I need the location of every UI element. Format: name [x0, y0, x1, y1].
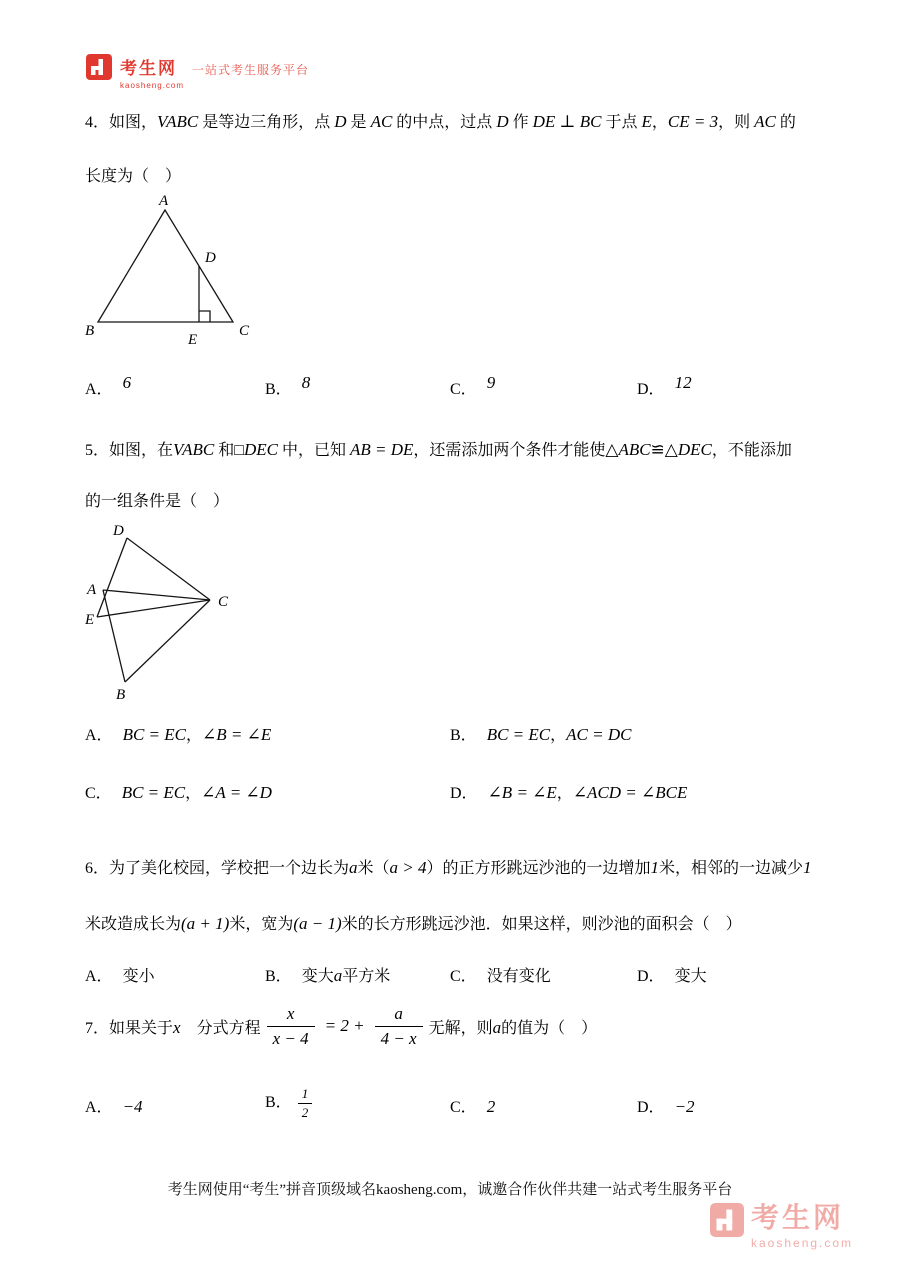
text-run: 和: [214, 442, 235, 459]
question-4-line-1: [85, 110, 796, 135]
text-run: a > 4: [389, 858, 427, 877]
segment-bc: [125, 600, 210, 682]
q7-text-after: [429, 1015, 598, 1038]
text-run: 平方米: [342, 968, 391, 985]
text-run: DEC: [243, 440, 278, 459]
question-4-line-2: [85, 165, 181, 189]
q6-option-d: [637, 963, 707, 986]
option-text: [487, 727, 632, 744]
q7-text-before: [85, 1015, 261, 1038]
text-run: 是等边三角形，点: [198, 114, 335, 131]
text-run: a: [349, 858, 358, 877]
text-run: 9: [486, 373, 496, 392]
q4-option-d: [637, 373, 692, 399]
text-run: 米，宽为: [229, 916, 294, 933]
option-label: A．: [85, 1099, 113, 1116]
text-run: BC = EC: [486, 725, 551, 744]
text-run: □: [234, 442, 244, 459]
vertex-label-a: A: [159, 193, 169, 209]
q7-option-c: [450, 1094, 495, 1117]
q5-option-b: [450, 722, 631, 745]
option-text: [487, 968, 551, 985]
option-label: D．: [637, 1099, 665, 1116]
q6-option-b: [265, 963, 390, 986]
site-logo: [86, 54, 309, 90]
text-run: AC: [370, 112, 393, 131]
vertex-label-b: B: [85, 323, 95, 339]
question-6-line-2: [85, 912, 742, 937]
segment-ab: [103, 590, 125, 682]
text-run: 5．如图，在: [85, 442, 174, 459]
q5-option-a: [85, 722, 271, 745]
option-text: [302, 968, 391, 985]
option-label: C．: [85, 785, 112, 802]
option-label: C．: [450, 381, 477, 398]
right-angle-mark: [199, 311, 210, 322]
vertex-label-c: C: [239, 323, 250, 339]
fraction-a-over-4-minus-x: [375, 1004, 423, 1049]
text-run: D: [334, 112, 347, 131]
text-run: ）的正方形跳远沙池的一边增加: [426, 860, 651, 877]
logo-text-block: [120, 54, 184, 90]
text-run: 2: [486, 1097, 496, 1116]
text-run: 的一组条件是（ ）: [85, 493, 230, 510]
text-run: 长度为（ ）: [85, 168, 182, 185]
page-footer-text: 考生网使用“考生”拼音顶级域名kaosheng.com，诚邀合作伙伴共建一站式考生服务平台: [167, 1182, 733, 1198]
text-run: −4: [122, 1097, 143, 1116]
option-text: [123, 727, 272, 744]
option-label: D．: [637, 381, 665, 398]
equation-middle: = 2 +: [324, 1016, 365, 1035]
vertex-label-a: A: [87, 582, 97, 598]
watermark-brand: 考生网: [751, 1202, 845, 1233]
text-run: 变大: [301, 968, 334, 985]
text-run: 的值为（ ）: [501, 1019, 598, 1037]
vertex-label-e: E: [188, 332, 198, 348]
text-run: 没有变化: [486, 968, 551, 985]
option-text: [487, 1099, 496, 1116]
q4-option-b: [265, 373, 311, 399]
option-label: A．: [85, 968, 113, 985]
text-run: ，: [556, 785, 573, 802]
text-run: ，不能添加: [711, 442, 792, 459]
text-run: 6．为了美化校园，学校把一个边长为: [85, 860, 350, 877]
segment-ec: [97, 600, 210, 617]
logo-tagline: 一站式考生服务平台: [192, 63, 310, 77]
text-run: ，: [185, 785, 202, 802]
text-run: ，: [550, 727, 567, 744]
q5-option-c: [85, 780, 272, 803]
text-run: AB = DE: [349, 440, 414, 459]
q5-option-d: [450, 780, 687, 803]
text-run: ∠ACD = ∠BCE: [572, 783, 688, 802]
fraction-denominator: x − 4: [272, 1028, 309, 1048]
option-label: B．: [450, 727, 477, 744]
logo-domain: kaosheng.com: [120, 81, 185, 90]
question-6-line-1: [85, 856, 812, 881]
option-label: D．: [450, 785, 478, 802]
text-run: 米（: [357, 860, 390, 877]
text-run: 变大: [674, 968, 707, 985]
text-run: −2: [674, 1097, 695, 1116]
option-text: [123, 1099, 143, 1116]
text-run: 作: [508, 114, 533, 131]
option-label: C．: [450, 968, 477, 985]
figure-q4-equilateral-triangle: [85, 192, 255, 350]
q4-option-c: [450, 373, 496, 399]
logo-brand: 考生网: [120, 59, 177, 78]
option-label: B．: [265, 968, 292, 985]
vertex-label-b: B: [116, 687, 126, 703]
text-run: ，还需添加两个条件才能使: [413, 442, 606, 459]
text-run: (a − 1): [293, 914, 342, 933]
text-run: CE = 3: [667, 112, 719, 131]
text-run: △ABC≌△DEC: [605, 440, 712, 459]
text-run: ，: [185, 727, 202, 744]
text-run: 米，相邻的一边减少: [659, 860, 804, 877]
q4-option-a: [85, 373, 132, 399]
text-run: AC: [754, 112, 776, 131]
option-text: [674, 373, 692, 398]
q7-option-a: [85, 1094, 143, 1117]
segment-de: [97, 538, 127, 617]
vertex-label-d: D: [113, 523, 124, 539]
question-5-line-1: [85, 438, 792, 463]
option-b-fraction: [298, 1086, 313, 1121]
fraction-numerator: a: [375, 1004, 423, 1027]
text-run: 于点: [601, 114, 642, 131]
watermark-text-block: [751, 1203, 853, 1250]
q6-option-c: [450, 963, 551, 986]
vertex-label-e: E: [85, 612, 95, 628]
q7-option-d: [637, 1094, 695, 1117]
text-run: ∠B = ∠E: [202, 725, 272, 744]
text-run: 12: [674, 373, 692, 392]
watermark-icon: [710, 1203, 744, 1242]
question-7-line: [85, 1000, 597, 1052]
option-label: D．: [637, 968, 665, 985]
text-run: x: [173, 1017, 181, 1037]
text-run: E: [641, 112, 652, 131]
text-run: DE ⊥ BC: [532, 112, 602, 131]
option-text: [122, 373, 132, 398]
q6-option-a: [85, 963, 155, 986]
segment-ac: [103, 590, 210, 600]
figure-q5-triangles: [85, 522, 255, 704]
option-text: [123, 968, 155, 985]
text-run: 中，已知: [277, 442, 350, 459]
fraction-denominator: 2: [301, 1105, 309, 1120]
text-run: a: [333, 966, 343, 985]
text-run: 是: [346, 114, 371, 131]
option-text: [675, 1099, 695, 1116]
option-text: [301, 373, 311, 398]
segment-dc: [127, 538, 210, 600]
fraction-denominator: 4 − x: [380, 1028, 417, 1048]
text-run: VABC: [157, 112, 199, 131]
text-run: 米改造成长为: [85, 916, 182, 933]
text-run: 的: [775, 114, 796, 131]
text-run: ∠B = ∠E: [487, 783, 557, 802]
text-run: 变小: [122, 968, 155, 985]
text-run: 1: [650, 858, 660, 877]
text-run: 4．如图，: [85, 114, 158, 131]
watermark: [710, 1203, 853, 1250]
watermark-domain: kaosheng.com: [751, 1235, 854, 1250]
text-run: 无解，则: [428, 1019, 493, 1037]
option-text: [675, 968, 707, 985]
option-text: [122, 785, 272, 802]
text-run: BC = EC: [121, 783, 186, 802]
kaosheng-logo-icon: [86, 54, 112, 80]
fraction-numerator: 1: [298, 1086, 313, 1104]
text-run: ，: [651, 114, 668, 131]
text-run: 8: [301, 373, 311, 392]
text-run: 1: [803, 858, 812, 877]
option-text: [486, 373, 496, 398]
text-run: VABC: [173, 440, 215, 459]
option-label: B．: [265, 381, 292, 398]
option-label: B．: [265, 1094, 292, 1112]
text-run: 的中点，过点: [392, 114, 497, 131]
triangle-abc: [98, 210, 233, 322]
text-run: AC = DC: [566, 725, 632, 744]
vertex-label-d: D: [205, 250, 216, 266]
q7-option-b: [265, 1086, 318, 1121]
text-run: ，则: [718, 114, 755, 131]
option-label: C．: [450, 1099, 477, 1116]
text-run: 米的长方形跳远沙池．如果这样，则沙池的面积会（ ）: [341, 916, 742, 933]
option-text: [488, 785, 688, 802]
vertex-label-c: C: [218, 594, 229, 610]
text-run: (a + 1): [181, 914, 230, 933]
text-run: 分式方程: [180, 1019, 261, 1037]
text-run: BC = EC: [122, 725, 186, 744]
option-label: A．: [85, 727, 113, 744]
question-5-line-2: [85, 490, 229, 514]
text-run: D: [496, 112, 509, 131]
text-run: a: [492, 1017, 502, 1037]
fraction-numerator: x: [267, 1004, 315, 1027]
text-run: 6: [122, 373, 132, 392]
option-label: A．: [85, 381, 113, 398]
text-run: 7．如果关于: [85, 1019, 174, 1037]
fraction-x-over-x-minus-4: [267, 1004, 315, 1049]
text-run: ∠A = ∠D: [201, 783, 272, 802]
